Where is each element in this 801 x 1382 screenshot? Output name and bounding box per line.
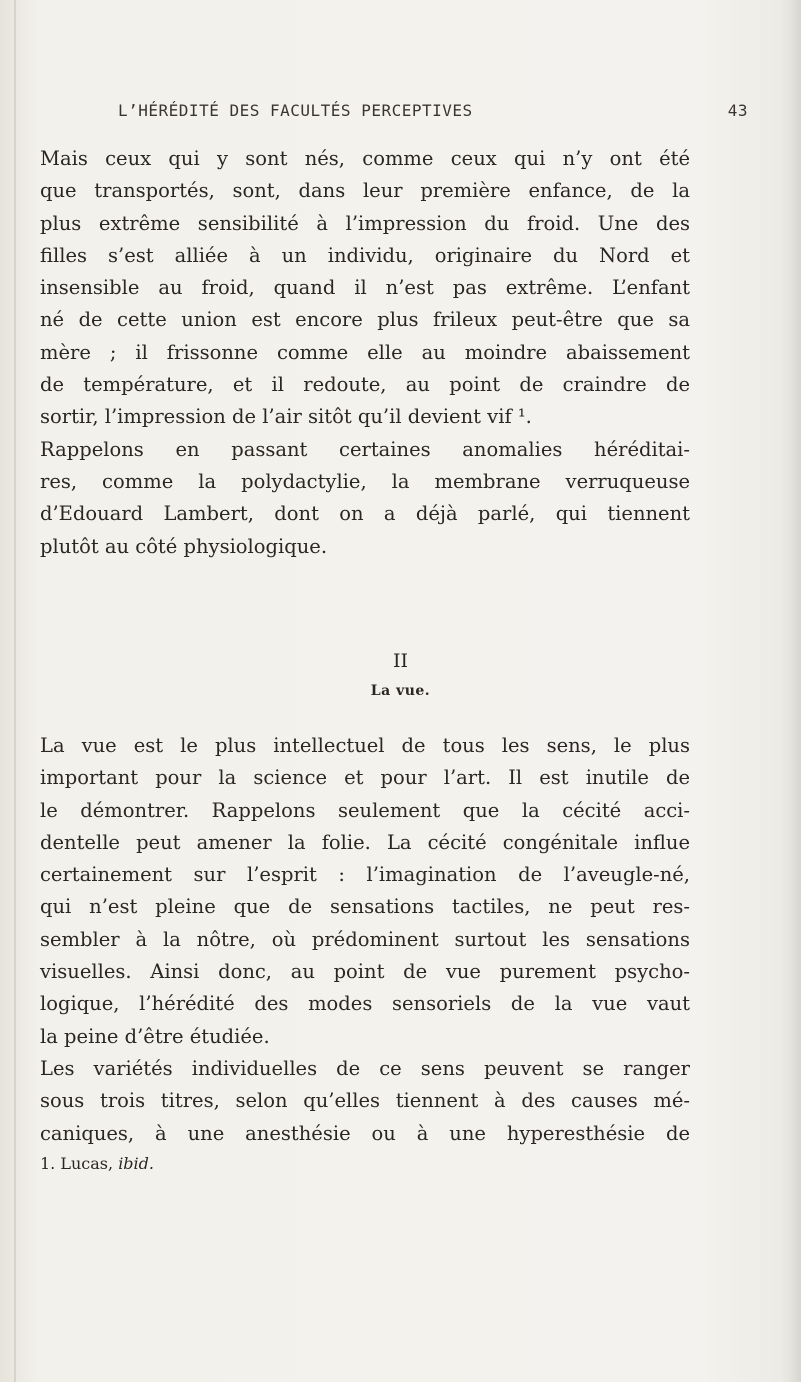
running-title: L’HÉRÉDITÉ DES FACULTÉS PERCEPTIVES — [118, 101, 473, 120]
text-line: insensible au froid, quand il n’est pas extrême. L’enfant — [40, 276, 690, 300]
text-line: caniques, à une anesthésie ou à une hyperesthésie de — [40, 1121, 690, 1145]
section-number: II — [392, 650, 408, 672]
text-line: sortir, l’impression de l’air sitôt qu’il devient vif ¹. — [40, 405, 532, 429]
paragraph — [40, 730, 690, 1053]
text-line: sous trois titres, selon qu’elles tiennent à des causes mé- — [40, 1089, 690, 1113]
footnote — [40, 1154, 154, 1174]
text-line: filles s’est alliée à un individu, originaire du Nord et — [40, 243, 690, 267]
text-line: que transportés, sont, dans leur première enfance, de la — [40, 179, 690, 203]
text-line: dentelle peut amener la folie. La cécité congénitale influe — [40, 830, 690, 854]
running-header — [118, 101, 748, 125]
text-line: Les variétés individuelles de ce sens peuvent se ranger — [40, 1056, 690, 1080]
text-line: La vue est le plus intellectuel de tous les sens, le plus — [40, 734, 690, 757]
text-line: visuelles. Ainsi donc, au point de vue purement psycho- — [40, 960, 690, 984]
paragraph — [40, 1053, 690, 1150]
footnote-author: Lucas, — [60, 1154, 114, 1173]
text-line: plutôt au côté physiologique. — [40, 534, 328, 558]
text-line: certainement sur l’esprit : l’imagination de l’aveugle-né, — [40, 863, 690, 887]
paragraph — [40, 434, 690, 563]
text-line: important pour la science et pour l’art. Il est inutile de — [40, 766, 690, 790]
text-line: Rappelons en passant certaines anomalies héréditai- — [40, 437, 690, 461]
text-line: logique, l’hérédité des modes sensoriels de la vue vaut — [40, 992, 690, 1016]
page-number: 43 — [727, 101, 748, 120]
section-title: La vue. — [370, 683, 431, 699]
text-line: qui n’est pleine que de sensations tactiles, ne peut res- — [40, 895, 690, 919]
text-line: plus extrême sensibilité à l’impression du froid. Une des — [40, 211, 690, 235]
text-line: le démontrer. Rappelons seulement que la cécité acci- — [40, 798, 690, 822]
text-block-top — [40, 143, 690, 563]
paragraph — [40, 143, 690, 434]
text-line: mère ; il frissonne comme elle au moindre abaissement — [40, 340, 690, 364]
text-line: res, comme la polydactylie, la membrane verruqueuse — [40, 469, 690, 493]
text-line: Mais ceux qui y sont nés, comme ceux qui n’y ont été — [40, 147, 690, 170]
text-line: né de cette union est encore plus frileux peut-être que sa — [40, 308, 690, 332]
footnote-reference: ibid. — [118, 1154, 154, 1173]
text-line: la peine d’être étudiée. — [40, 1024, 270, 1048]
text-line: sembler à la nôtre, où prédominent surtout les sensations — [40, 927, 690, 951]
footnote-marker: 1. — [40, 1154, 56, 1173]
text-block-bottom — [40, 730, 690, 1150]
text-line: de température, et il redoute, au point de craindre de — [40, 373, 690, 397]
text-line: d’Edouard Lambert, dont on a déjà parlé, qui tiennent — [40, 502, 690, 526]
